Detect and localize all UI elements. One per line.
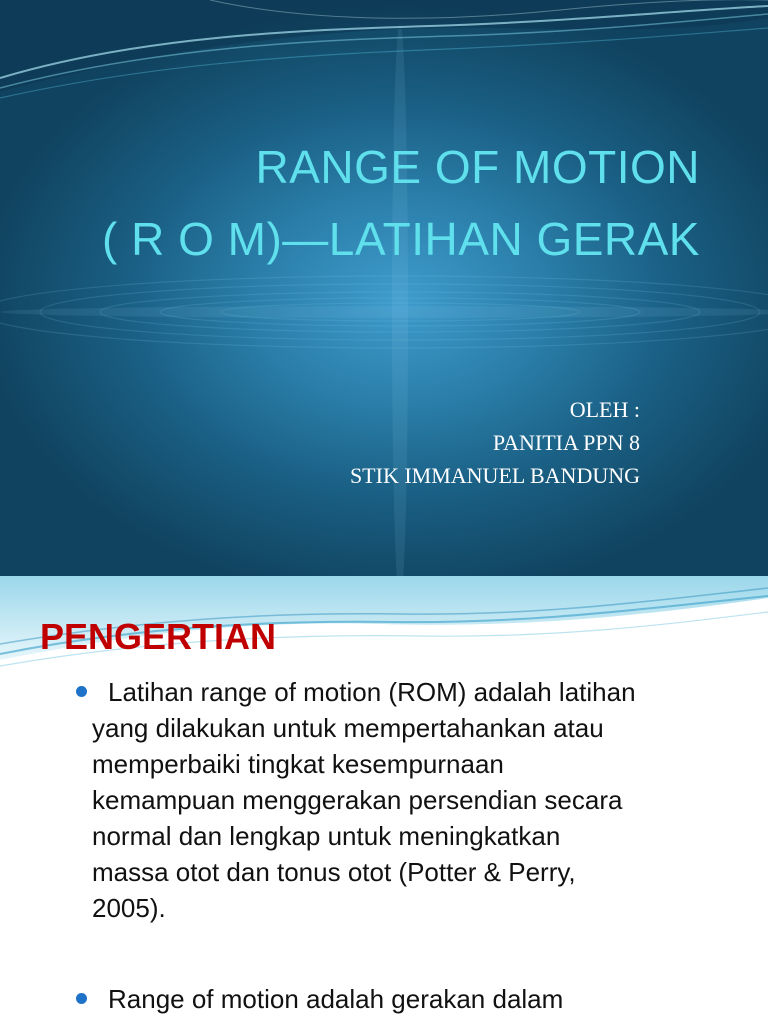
title-line-2: ( R O M)—LATIHAN GERAK bbox=[102, 213, 700, 265]
bullet-1-line-4: kemampuan menggerakan persendian secara bbox=[92, 785, 623, 815]
subtitle-oleh: OLEH : bbox=[569, 397, 640, 422]
bullet-dot-icon bbox=[76, 686, 87, 697]
bullet-item-1 bbox=[92, 674, 752, 926]
bullet-1-line-3: memperbaiki tingkat kesempurnaan bbox=[92, 749, 504, 779]
bullet-item-2 bbox=[92, 981, 752, 1017]
section-heading: PENGERTIAN bbox=[40, 616, 277, 657]
content-slide bbox=[0, 576, 768, 1024]
bullet-2-line-1: Range of motion adalah gerakan dalam bbox=[108, 984, 564, 1014]
bullet-1-line-2: yang dilakukan untuk mempertahankan atau bbox=[92, 713, 604, 743]
subtitle-institution: STIK IMMANUEL BANDUNG bbox=[349, 463, 640, 488]
bullet-1-line-6: massa otot dan tonus otot (Potter & Perry, bbox=[92, 857, 576, 887]
bullet-1-line-7: 2005). bbox=[92, 893, 166, 923]
bullet-dot-icon bbox=[76, 993, 87, 1004]
bullet-1-line-5: normal dan lengkap untuk meningkatkan bbox=[92, 821, 561, 851]
subtitle-committee: PANITIA PPN 8 bbox=[492, 430, 640, 455]
title-line-1: RANGE OF MOTION bbox=[255, 141, 700, 193]
bullet-1-line-1: Latihan range of motion (ROM) adalah latihan bbox=[108, 677, 636, 707]
